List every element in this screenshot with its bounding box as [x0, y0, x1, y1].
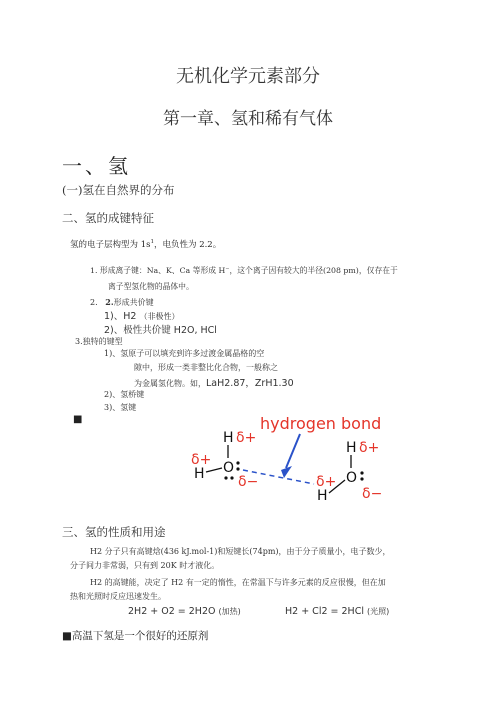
- equation-2-condition: (光照): [367, 607, 390, 616]
- subsection-bonding: 二、氢的成键特征: [62, 211, 154, 225]
- left-lone-pair-dot: [230, 476, 233, 479]
- left-lone-pair-dot: [224, 476, 227, 479]
- hydrogen-bond-diagram: [180, 408, 400, 508]
- item3-1-line1: 1)、氢原子可以填充到许多过渡金属晶格的空: [104, 349, 265, 358]
- item3-1-line3-prefix: 为金属氢化物。如，: [134, 379, 206, 388]
- equation-2-formula: H2 + Cl2 = 2HCl: [285, 606, 364, 617]
- left-dplus-top: δ+: [236, 430, 257, 446]
- left-h-top: H: [223, 430, 234, 446]
- right-dminus: δ−: [362, 486, 383, 502]
- item3-1-formula: LaH2.87，ZrH1.30: [206, 378, 294, 389]
- chapter-title: 第一章、氢和稀有气体: [163, 109, 333, 129]
- item2: [90, 297, 154, 308]
- item1-line1: 1. 形成离子键：Na、K、Ca 等形成 H⁻，这个离子因有较大的半径(208 pm)，仅存在于: [90, 266, 398, 275]
- left-h-left: H: [194, 466, 205, 482]
- props-line1: H2 分子只有高键焓(436 kJ.mol-1)和短键长(74pm)，由于分子质量小，电子数少，: [90, 547, 391, 556]
- hydrogen-bond-label: hydrogen bond: [260, 414, 382, 433]
- equation-2: [285, 606, 389, 617]
- right-h-bottom: H: [317, 488, 328, 504]
- arrow-line: [286, 434, 300, 468]
- electron-config-line: [70, 238, 221, 250]
- item2-num: 2.: [90, 298, 98, 307]
- item2-bold: 2.: [105, 297, 114, 307]
- config-prefix: 氢的电子层构型为 1s: [70, 240, 151, 250]
- equation-1-formula: 2H2 + O2 = 2H2O: [128, 606, 216, 617]
- document-title: 无机化学元素部分: [176, 66, 320, 87]
- item3-2: 2)、氢桥键: [104, 390, 145, 399]
- right-h-top: H: [346, 440, 357, 456]
- props-line2: 分子间力非常弱，只有到 20K 时才液化。: [70, 561, 220, 570]
- props-line4: 热和光照时反应迅速发生。: [70, 592, 166, 601]
- last-line-reducing-agent: ■高温下氢是一个很好的还原剂: [62, 630, 209, 642]
- subsection-distribution: (一)氢在自然界的分布: [62, 183, 175, 197]
- item2-text: 形成共价键: [113, 298, 154, 307]
- right-o: O: [346, 470, 358, 486]
- item1-line2: 离子型氢化物的晶体中。: [108, 282, 194, 291]
- config-sup: 1: [150, 239, 154, 246]
- left-o: O: [223, 460, 235, 476]
- item3-1-line2: 隙中，形成一类非整比化合物，一般称之: [134, 363, 278, 372]
- left-lone-pair-dot: [236, 461, 239, 464]
- item3-1-line3: [134, 375, 294, 389]
- props-line3: H2 的高键能，决定了 H2 有一定的惰性，在常温下与许多元素的反应很慢，但在加: [90, 578, 386, 587]
- bullet-marker: ■: [73, 414, 83, 425]
- right-lone-pair-dot: [360, 477, 363, 480]
- item3: 3.独特的键型: [75, 337, 123, 346]
- item2-1-label: 1)、H2: [104, 311, 137, 322]
- left-bond-horizontal: [206, 468, 222, 472]
- item2-2: [104, 322, 217, 336]
- left-dminus: δ−: [238, 474, 259, 490]
- config-suffix: ，电负性为 2.2。: [154, 240, 222, 250]
- equation-1-condition: (加热): [218, 607, 241, 616]
- right-dplus-mid: δ+: [316, 474, 337, 490]
- section-heading-hydrogen: 一、氢: [62, 154, 131, 178]
- equation-1: [128, 606, 241, 617]
- item2-1-note: （非极性）: [139, 312, 180, 321]
- item2-2-formula: H2O, HCl: [173, 325, 217, 336]
- left-dplus-left: δ+: [191, 452, 212, 468]
- subsection-properties: 三、氢的性质和用途: [62, 525, 166, 539]
- left-lone-pair-dot: [236, 467, 239, 470]
- item2-1: [104, 308, 179, 322]
- right-lone-pair-dot: [360, 471, 363, 474]
- item3-3: 3)、氢键: [104, 403, 137, 412]
- right-dplus-top: δ+: [359, 440, 380, 456]
- item2-2-label: 2)、极性共价键: [104, 325, 171, 336]
